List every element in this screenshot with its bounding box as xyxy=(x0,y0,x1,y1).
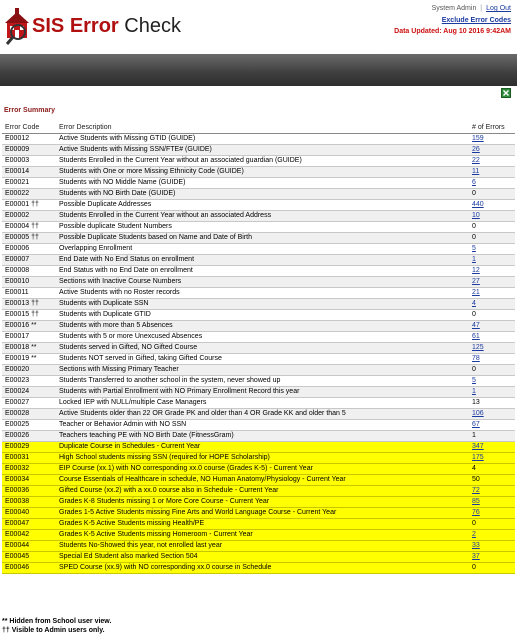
error-count-cell xyxy=(469,408,515,419)
error-code-cell: E00040 xyxy=(2,507,56,518)
table-row xyxy=(2,463,515,474)
nav-bar xyxy=(0,54,517,86)
error-code-cell: E00046 xyxy=(2,562,56,573)
error-code-cell: E00007 xyxy=(2,254,56,265)
error-count-cell xyxy=(469,353,515,364)
logo-check: Check xyxy=(124,15,181,37)
error-description-cell: Possible duplicate Student Numbers xyxy=(56,221,469,232)
error-code-cell: E00027 xyxy=(2,397,56,408)
logo-sis: SIS xyxy=(32,15,65,37)
error-code-cell: E00025 xyxy=(2,419,56,430)
error-code-cell: E00038 xyxy=(2,496,56,507)
section-title: Error Summary xyxy=(4,107,55,114)
error-count-cell xyxy=(469,496,515,507)
error-count-link[interactable]: 1 xyxy=(472,255,476,263)
error-description-cell: Students Transferred to another school in the system, never showed up xyxy=(56,375,469,386)
error-code-cell: E00047 xyxy=(2,518,56,529)
error-description-cell: Students NOT served in Gifted, taking Gifted Course xyxy=(56,353,469,364)
error-code-cell: E00042 xyxy=(2,529,56,540)
table-row xyxy=(2,496,515,507)
error-count-cell xyxy=(469,254,515,265)
app-logo-title xyxy=(32,15,181,38)
table-row xyxy=(2,342,515,353)
error-count-link[interactable]: 67 xyxy=(472,420,480,428)
header-error-count[interactable]: # of Errors xyxy=(469,122,515,133)
error-description-cell: Students with NO Birth Date (GUIDE) xyxy=(56,188,469,199)
error-count-cell xyxy=(469,144,515,155)
table-row xyxy=(2,452,515,463)
error-code-cell: E00008 xyxy=(2,265,56,276)
table-row xyxy=(2,540,515,551)
error-code-cell: E00010 xyxy=(2,276,56,287)
error-code-cell: E00031 xyxy=(2,452,56,463)
error-count-cell: 0 xyxy=(469,309,515,320)
error-code-cell: E00009 xyxy=(2,144,56,155)
error-description-cell: Duplicate Course in Schedules - Current Year xyxy=(56,441,469,452)
error-code-cell: E00002 xyxy=(2,210,56,221)
error-description-cell: Active Students with Missing GTID (GUIDE) xyxy=(56,133,469,144)
error-count-link[interactable]: 11 xyxy=(472,167,480,175)
error-count-link[interactable]: 47 xyxy=(472,321,480,329)
error-description-cell: End Status with no End Date on enrollment xyxy=(56,265,469,276)
error-description-cell: SPED Course (xx.9) with NO corresponding xx.0 course in Schedule xyxy=(56,562,469,573)
error-description-cell: Students Enrolled in the Current Year without an associated Address xyxy=(56,210,469,221)
table-row xyxy=(2,144,515,155)
table-row xyxy=(2,562,515,573)
table-row xyxy=(2,507,515,518)
app-header xyxy=(0,0,517,52)
error-code-cell: E00012 xyxy=(2,133,56,144)
error-count-cell xyxy=(469,298,515,309)
error-count-link[interactable]: 37 xyxy=(472,552,480,560)
error-code-cell: E00023 xyxy=(2,375,56,386)
error-count-link[interactable]: 12 xyxy=(472,266,480,274)
error-count-cell xyxy=(469,441,515,452)
table-row xyxy=(2,166,515,177)
error-description-cell: End Date with No End Status on enrollment xyxy=(56,254,469,265)
error-code-cell: E00024 xyxy=(2,386,56,397)
error-description-cell: Special Ed Student also marked Section 504 xyxy=(56,551,469,562)
error-count-link[interactable]: 26 xyxy=(472,145,480,153)
error-description-cell: Students with Partial Enrollment with NO Primary Enrollment Record this year xyxy=(56,386,469,397)
error-count-cell xyxy=(469,507,515,518)
error-count-cell xyxy=(469,210,515,221)
error-count-link[interactable]: 33 xyxy=(472,541,480,549)
table-row xyxy=(2,188,515,199)
error-code-cell: E00022 xyxy=(2,188,56,199)
error-count-link[interactable]: 85 xyxy=(472,497,480,505)
error-description-cell: Teacher or Behavior Admin with NO SSN xyxy=(56,419,469,430)
table-row xyxy=(2,441,515,452)
table-row xyxy=(2,408,515,419)
error-count-cell xyxy=(469,166,515,177)
error-description-cell: Students with Duplicate SSN xyxy=(56,298,469,309)
error-code-cell: E00029 xyxy=(2,441,56,452)
error-description-cell: Students with Duplicate GTID xyxy=(56,309,469,320)
table-row xyxy=(2,551,515,562)
error-code-cell: E00011 xyxy=(2,287,56,298)
table-row xyxy=(2,210,515,221)
error-description-cell: High School students missing SSN (required for HOPE Scholarship) xyxy=(56,452,469,463)
table-row xyxy=(2,353,515,364)
table-row xyxy=(2,331,515,342)
error-count-link[interactable]: 22 xyxy=(472,156,480,164)
error-code-cell: E00028 xyxy=(2,408,56,419)
error-description-cell: Students with One or more Missing Ethnicity Code (GUIDE) xyxy=(56,166,469,177)
error-code-cell: E00016 ** xyxy=(2,320,56,331)
error-count-cell: 50 xyxy=(469,474,515,485)
error-code-cell: E00005 †† xyxy=(2,232,56,243)
logout-link[interactable]: Log Out xyxy=(486,5,511,12)
table-row xyxy=(2,243,515,254)
error-description-cell: Active Students with no Roster records xyxy=(56,287,469,298)
error-description-cell: Grades K-5 Active Students missing Homeroom - Current Year xyxy=(56,529,469,540)
error-description-cell: Students with NO Middle Name (GUIDE) xyxy=(56,177,469,188)
error-count-link[interactable]: 159 xyxy=(472,134,484,142)
error-code-cell: E00019 ** xyxy=(2,353,56,364)
error-code-cell: E00017 xyxy=(2,331,56,342)
exclude-error-codes-link[interactable]: Exclude Error Codes xyxy=(441,17,511,24)
error-count-link[interactable]: 106 xyxy=(472,409,484,417)
error-code-cell: E00004 †† xyxy=(2,221,56,232)
table-row xyxy=(2,518,515,529)
table-row xyxy=(2,320,515,331)
error-count-cell xyxy=(469,287,515,298)
table-row xyxy=(2,375,515,386)
error-count-cell xyxy=(469,551,515,562)
error-count-link[interactable]: 175 xyxy=(472,453,484,461)
error-code-cell: E00021 xyxy=(2,177,56,188)
error-count-cell xyxy=(469,243,515,254)
error-count-cell: 0 xyxy=(469,232,515,243)
error-description-cell: Students with more than 5 Absences xyxy=(56,320,469,331)
table-row xyxy=(2,155,515,166)
error-code-cell: E00026 xyxy=(2,430,56,441)
error-description-cell: Teachers teaching PE with NO Birth Date (FitnessGram) xyxy=(56,430,469,441)
error-count-cell xyxy=(469,540,515,551)
data-updated-text: Data Updated: Aug 10 2016 9:42AM xyxy=(394,28,511,35)
error-code-cell: E00018 ** xyxy=(2,342,56,353)
error-count-cell: 0 xyxy=(469,188,515,199)
error-count-cell xyxy=(469,155,515,166)
table-row xyxy=(2,199,515,210)
table-row xyxy=(2,419,515,430)
error-count-link[interactable]: 78 xyxy=(472,354,480,362)
error-description-cell: Students with 5 or more Unexcused Absences xyxy=(56,331,469,342)
error-code-cell: E00013 †† xyxy=(2,298,56,309)
table-row xyxy=(2,529,515,540)
error-count-cell xyxy=(469,375,515,386)
error-summary-table xyxy=(2,122,515,574)
error-description-cell: Grades K-8 Students missing 1 or More Core Course - Current Year xyxy=(56,496,469,507)
error-code-cell: E00015 †† xyxy=(2,309,56,320)
error-count-cell xyxy=(469,265,515,276)
error-code-cell: E00014 xyxy=(2,166,56,177)
error-description-cell: Sections with Missing Primary Teacher xyxy=(56,364,469,375)
table-row xyxy=(2,298,515,309)
error-count-link[interactable]: 5 xyxy=(472,244,476,252)
table-row xyxy=(2,485,515,496)
logo-error: Error xyxy=(69,15,119,37)
error-description-cell: Grades K-5 Active Students missing Health/PE xyxy=(56,518,469,529)
error-description-cell: Sections with Inactive Course Numbers xyxy=(56,276,469,287)
error-code-cell: E00045 xyxy=(2,551,56,562)
error-count-cell: 1 xyxy=(469,430,515,441)
top-links xyxy=(394,4,511,37)
error-description-cell: Possible Duplicate Students based on Name and Date of Birth xyxy=(56,232,469,243)
table-row xyxy=(2,386,515,397)
error-count-link[interactable]: 1 xyxy=(472,387,476,395)
table-row xyxy=(2,287,515,298)
error-description-cell: Students served in Gifted, NO Gifted Course xyxy=(56,342,469,353)
error-count-link[interactable]: 21 xyxy=(472,288,480,296)
error-count-cell xyxy=(469,529,515,540)
error-code-cell: E00006 xyxy=(2,243,56,254)
table-row xyxy=(2,254,515,265)
table-row xyxy=(2,177,515,188)
error-count-link[interactable]: 347 xyxy=(472,442,484,450)
error-count-link[interactable]: 27 xyxy=(472,277,480,285)
footnotes xyxy=(2,617,111,635)
error-description-cell: Active Students with Missing SSN/FTE# (GUIDE) xyxy=(56,144,469,155)
error-description-cell: EIP Course (xx.1) with NO corresponding xx.0 course (Grades K-5) - Current Year xyxy=(56,463,469,474)
table-row xyxy=(2,276,515,287)
error-code-cell: E00020 xyxy=(2,364,56,375)
error-code-cell: E00001 †† xyxy=(2,199,56,210)
table-row xyxy=(2,430,515,441)
table-row xyxy=(2,265,515,276)
link-separator: | xyxy=(480,5,483,12)
error-count-cell xyxy=(469,386,515,397)
error-count-cell xyxy=(469,276,515,287)
error-count-cell: 13 xyxy=(469,397,515,408)
footnote-visible: †† Visible to Admin users only. xyxy=(2,627,105,634)
table-row xyxy=(2,364,515,375)
error-description-cell: Grades 1-5 Active Students missing Fine Arts and World Language Course - Current Year xyxy=(56,507,469,518)
error-description-cell: Students No-Showed this year, not enrolled last year xyxy=(56,540,469,551)
error-count-link[interactable]: 76 xyxy=(472,508,480,516)
error-count-cell: 0 xyxy=(469,518,515,529)
error-count-cell xyxy=(469,342,515,353)
error-code-cell: E00034 xyxy=(2,474,56,485)
error-count-cell xyxy=(469,177,515,188)
error-count-cell xyxy=(469,419,515,430)
table-row xyxy=(2,221,515,232)
current-user: System Admin xyxy=(431,5,477,12)
error-count-link[interactable]: 72 xyxy=(472,486,480,494)
error-count-cell xyxy=(469,331,515,342)
error-description-cell: Locked IEP with NULL/multiple Case Managers xyxy=(56,397,469,408)
error-description-cell: Students Enrolled in the Current Year without an associated guardian (GUIDE) xyxy=(56,155,469,166)
error-description-cell: Possible Duplicate Addresses xyxy=(56,199,469,210)
header-error-code[interactable]: Error Code xyxy=(2,122,56,133)
header-error-description[interactable]: Error Description xyxy=(56,122,469,133)
table-row xyxy=(2,309,515,320)
table-row xyxy=(2,232,515,243)
table-row xyxy=(2,133,515,144)
error-count-link[interactable]: 4 xyxy=(472,299,476,307)
error-count-link[interactable]: 5 xyxy=(472,376,476,384)
error-count-link[interactable]: 6 xyxy=(472,178,476,186)
table-header-row xyxy=(2,122,515,133)
error-description-cell: Overlapping Enrollment xyxy=(56,243,469,254)
error-count-cell xyxy=(469,133,515,144)
excel-export-icon[interactable] xyxy=(501,88,511,98)
error-count-cell xyxy=(469,485,515,496)
table-row xyxy=(2,474,515,485)
error-code-cell: E00032 xyxy=(2,463,56,474)
error-count-cell xyxy=(469,452,515,463)
error-code-cell: E00044 xyxy=(2,540,56,551)
error-count-cell: 0 xyxy=(469,221,515,232)
error-count-link[interactable]: 61 xyxy=(472,332,480,340)
error-code-cell: E00003 xyxy=(2,155,56,166)
error-description-cell: Active Students older than 22 OR Grade PK and older than 4 OR Grade KK and older than 5 xyxy=(56,408,469,419)
error-count-cell xyxy=(469,199,515,210)
error-count-link[interactable]: 10 xyxy=(472,211,480,219)
error-code-cell: E00036 xyxy=(2,485,56,496)
error-count-link[interactable]: 125 xyxy=(472,343,484,351)
footnote-hidden: ** Hidden from School user view. xyxy=(2,618,112,625)
error-description-cell: Gifted Course (xx.2) with a xx.0 course also in Schedule - Current Year xyxy=(56,485,469,496)
error-count-link[interactable]: 440 xyxy=(472,200,484,208)
table-row xyxy=(2,397,515,408)
error-count-cell: 4 xyxy=(469,463,515,474)
error-count-cell: 0 xyxy=(469,364,515,375)
error-count-cell xyxy=(469,320,515,331)
error-description-cell: Course Essentials of Healthcare in schedule, NO Human Anatomy/Physiology - Current Year xyxy=(56,474,469,485)
error-count-cell: 0 xyxy=(469,562,515,573)
error-count-link[interactable]: 2 xyxy=(472,530,476,538)
